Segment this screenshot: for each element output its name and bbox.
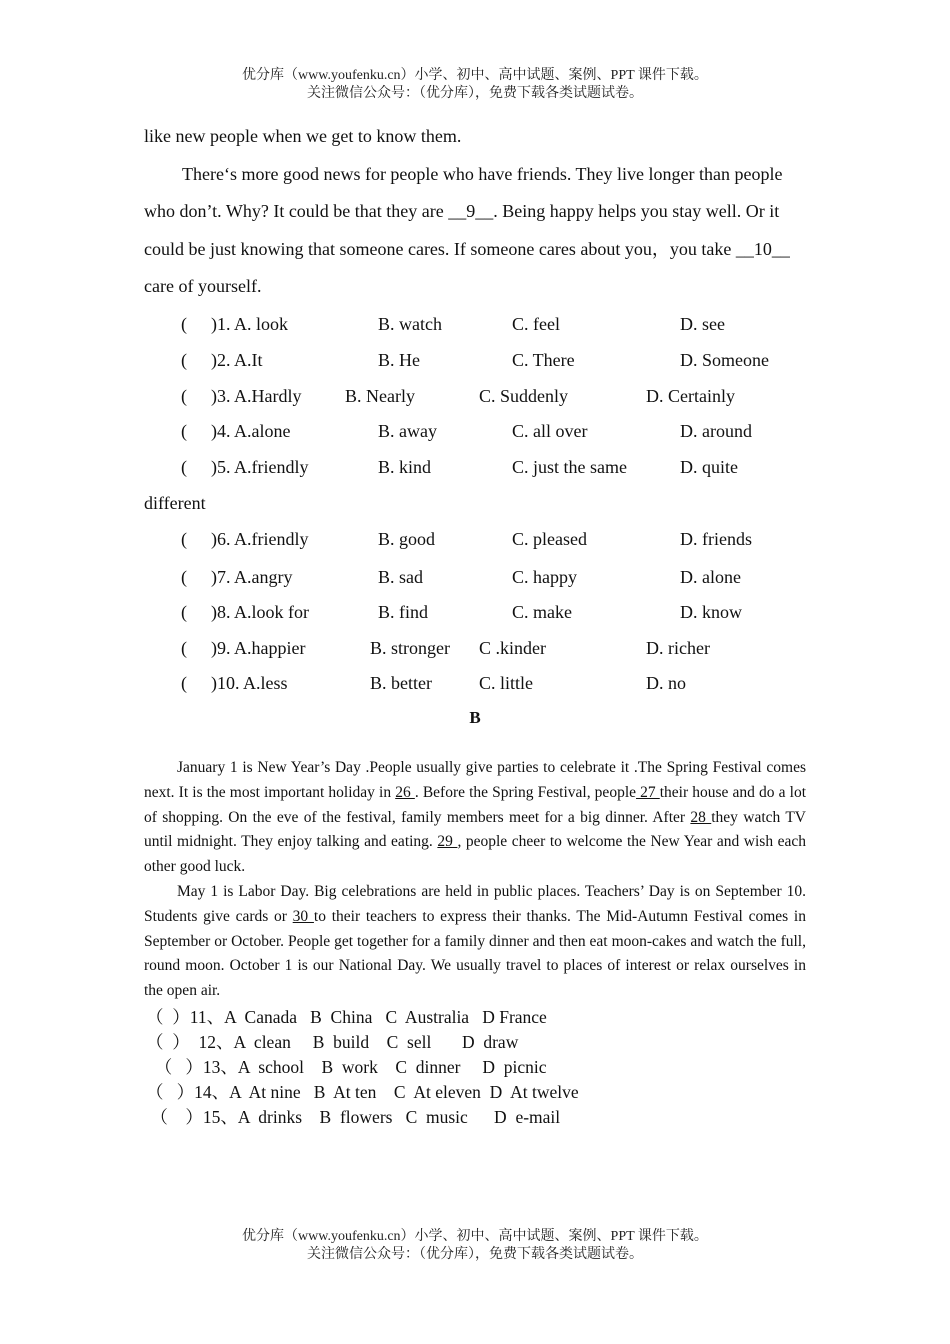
answer-paren[interactable]: ( bbox=[181, 386, 187, 406]
passage-text: their house and do a lot of shopping. On the eve of the festival, family members meet for a big dinner. After bbox=[144, 783, 807, 826]
option-d: D. friends bbox=[680, 529, 752, 549]
passage-b-paragraph-1 bbox=[144, 756, 806, 880]
option-d: D. quite bbox=[680, 457, 738, 477]
option-d: D. Someone bbox=[680, 350, 769, 370]
footer-line-2: 关注微信公众号：（优分库），免费下载各类试题试卷。 bbox=[307, 1247, 643, 1262]
question-row-b: （ ）15、A drinks B flowers C music D e-mail bbox=[146, 1107, 561, 1127]
answer-paren[interactable]: ( bbox=[181, 638, 187, 658]
question-row-b: （ ）13、A school B work C dinner D picnic bbox=[146, 1057, 547, 1077]
option-c: C. all over bbox=[512, 421, 588, 441]
passage-text: . Being happy helps you stay well. Or it could be just knowing that someone cares. If someone cares about you，you take bbox=[144, 201, 780, 259]
option-b: B. sad bbox=[378, 567, 423, 587]
blank-29: 29 bbox=[437, 833, 458, 851]
option-c: C. just the same bbox=[512, 457, 627, 477]
option-a: )10. A.less bbox=[211, 673, 288, 693]
answer-paren[interactable]: ( bbox=[181, 350, 187, 370]
question-row-a bbox=[0, 672, 950, 694]
option-d: D. Certainly bbox=[646, 386, 735, 406]
option-a: )8. A.look for bbox=[211, 602, 309, 622]
option-a: )3. A.Hardly bbox=[211, 386, 302, 406]
question-row-a bbox=[0, 420, 950, 442]
question-row-a bbox=[0, 456, 950, 478]
answer-paren[interactable]: ( bbox=[181, 673, 187, 693]
option-d: D. no bbox=[646, 673, 686, 693]
passage-a-paragraph bbox=[144, 156, 804, 306]
question-row-b: （ ）11、A Canada B China C Australia D France bbox=[146, 1007, 547, 1027]
answer-paren[interactable]: ( bbox=[181, 457, 187, 477]
option-d: D. see bbox=[680, 314, 725, 334]
option-a: )6. A.friendly bbox=[211, 529, 309, 549]
question-row-a bbox=[0, 313, 950, 335]
option-c: C. Suddenly bbox=[479, 386, 569, 406]
option-b: B. kind bbox=[378, 457, 432, 477]
passage-a-continued-line: like new people when we get to know them. bbox=[144, 126, 462, 146]
question-row-a bbox=[0, 385, 950, 407]
passage-b bbox=[144, 756, 806, 1004]
option-d: D. alone bbox=[680, 567, 741, 587]
question-row-a bbox=[0, 601, 950, 623]
page-header bbox=[0, 67, 950, 103]
blank-27: 27 bbox=[636, 783, 660, 801]
passage-text: May 1 is Labor Day. Big celebrations are held in public places. Teachers’ Day is on September 10. Students give cards or bbox=[144, 882, 806, 925]
blank-28: 28 bbox=[690, 808, 712, 826]
question-row-a bbox=[0, 349, 950, 371]
option-c: C. make bbox=[512, 602, 572, 622]
question-row-a bbox=[0, 637, 950, 659]
answer-paren[interactable]: ( bbox=[181, 314, 187, 334]
option-b: B. good bbox=[378, 529, 436, 549]
option-a: )1. A. look bbox=[211, 314, 289, 334]
passage-a bbox=[144, 118, 804, 306]
option-b: B. He bbox=[378, 350, 420, 370]
option-b: B. better bbox=[370, 673, 432, 693]
option-d: D. around bbox=[680, 421, 752, 441]
footer-line-1: 优分库（www.youfenku.cn）小学、初中、高中试题、案例、PPT 课件下载。 bbox=[242, 1229, 708, 1244]
page-footer bbox=[0, 1228, 950, 1264]
option-b: B. find bbox=[378, 602, 429, 622]
blank-10: __10__ bbox=[735, 238, 790, 259]
option-b: B. away bbox=[378, 421, 437, 441]
blank-26: 26 bbox=[395, 783, 415, 801]
passage-text: care of yourself. bbox=[144, 276, 262, 296]
answer-paren[interactable]: ( bbox=[181, 567, 187, 587]
option-b: B. Nearly bbox=[345, 386, 415, 406]
option-b: B. stronger bbox=[370, 638, 450, 658]
blank-9: __9__ bbox=[448, 201, 494, 221]
option-a: )7. A.angry bbox=[211, 567, 293, 587]
option-c: C. feel bbox=[512, 314, 560, 334]
answer-paren[interactable]: ( bbox=[181, 602, 187, 622]
option-d: D. know bbox=[680, 602, 742, 622]
option-c: C. happy bbox=[512, 567, 577, 587]
answer-paren[interactable]: ( bbox=[181, 529, 187, 549]
passage-text: January 1 is New Year’s Day .People usually give parties to celebrate it .The Spring Festival comes next. It is the most important holiday in bbox=[144, 759, 806, 801]
option-a: )4. A.alone bbox=[211, 421, 291, 441]
option-d: D. richer bbox=[646, 638, 710, 658]
q5-continuation: different bbox=[144, 493, 206, 513]
option-a: )9. A.happier bbox=[211, 638, 306, 658]
option-a: )2. A.It bbox=[211, 350, 263, 370]
blank-30: 30 bbox=[292, 907, 314, 925]
option-c: C. little bbox=[479, 673, 533, 693]
passage-text: , people cheer to welcome the New Year and wish each other good luck. bbox=[144, 833, 807, 876]
question-row-a bbox=[0, 566, 950, 588]
answer-paren[interactable]: ( bbox=[181, 421, 187, 441]
option-b: B. watch bbox=[378, 314, 442, 334]
header-line-2: 关注微信公众号：（优分库），免费下载各类试题试卷。 bbox=[307, 86, 643, 101]
question-row-b: （ ） 12、A clean B build C sell D draw bbox=[146, 1032, 519, 1052]
option-c: C. pleased bbox=[512, 529, 587, 549]
section-b-heading: B bbox=[469, 708, 481, 727]
passage-text: to their teachers to express their thanks. The Mid-Autumn Festival comes in September or October. People get together for a family dinner and then eat moon-cakes and watch the full, round moon. October 1 is our National Day. We usually travel to places of interest or relax ourselves in the open air. bbox=[144, 907, 806, 1000]
option-c: C .kinder bbox=[479, 638, 546, 658]
passage-text: they watch TV until midnight. They enjoy talking and eating. bbox=[144, 808, 807, 851]
option-c: C. There bbox=[512, 350, 575, 370]
question-row-b: （ ）14、A At nine B At ten C At eleven D At twelve bbox=[146, 1082, 579, 1102]
header-line-1: 优分库（www.youfenku.cn）小学、初中、高中试题、案例、PPT 课件下载。 bbox=[242, 68, 708, 83]
passage-text: . Before the Spring Festival, people bbox=[414, 783, 637, 801]
question-row-a bbox=[0, 528, 950, 550]
passage-b-paragraph-2 bbox=[144, 880, 806, 1004]
passage-text: There‘s more good news for people who have friends. They live longer than people who don’t. Why? It could be that they are bbox=[144, 163, 783, 221]
option-a: )5. A.friendly bbox=[211, 457, 309, 477]
